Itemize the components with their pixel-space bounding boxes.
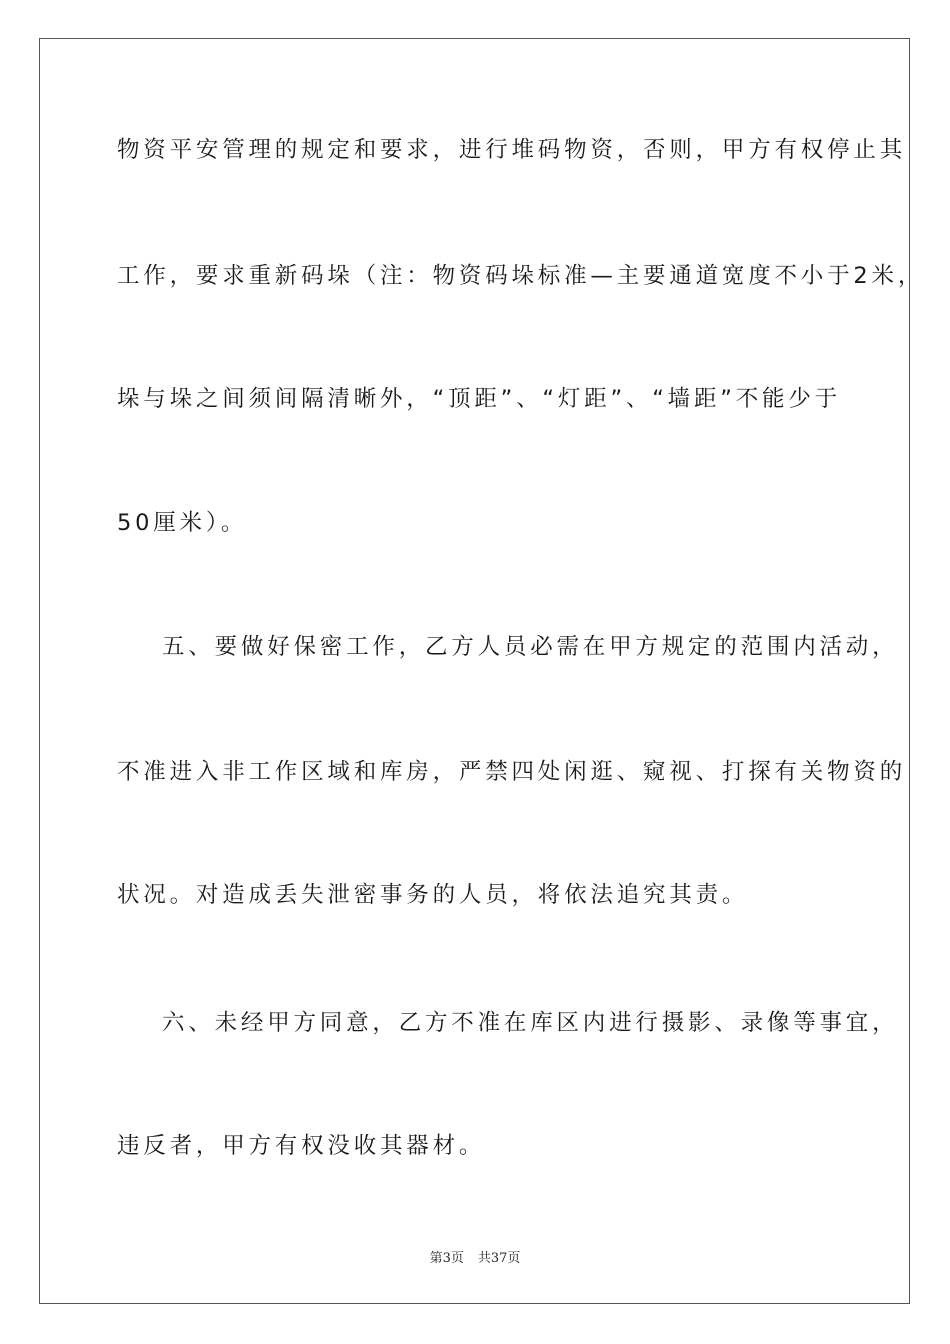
body-line-9: 违反者，甲方有权没收其器材。 bbox=[117, 1133, 486, 1159]
page-footer bbox=[0, 1247, 950, 1266]
body-line-8: 六、未经甲方同意，乙方不准在库区内进行摄影、录像等事宜， bbox=[162, 1010, 899, 1036]
body-line-1: 物资平安管理的规定和要求，进行堆码物资，否则，甲方有权停止其 bbox=[117, 137, 907, 163]
body-line-3: 垛与垛之间须间隔清晰外，“顶距”、“灯距”、“墙距”不能少于 bbox=[117, 386, 841, 412]
body-line-6: 不准进入非工作区域和库房，严禁四处闲逛、窥视、打探有关物资的 bbox=[117, 759, 907, 785]
page-number: 第3页 bbox=[429, 1251, 464, 1266]
body-line-2: 工作，要求重新码垛（注：物资码垛标准—主要通道宽度不小于2米， bbox=[117, 263, 925, 289]
body-line-7: 状况。对造成丢失泄密事务的人员，将依法追究其责。 bbox=[117, 882, 749, 908]
body-line-5: 五、要做好保密工作，乙方人员必需在甲方规定的范围内活动， bbox=[162, 634, 899, 660]
page-border bbox=[39, 38, 910, 1304]
page-total: 共37页 bbox=[477, 1251, 521, 1266]
body-line-4: 50厘米）。 bbox=[117, 510, 248, 536]
